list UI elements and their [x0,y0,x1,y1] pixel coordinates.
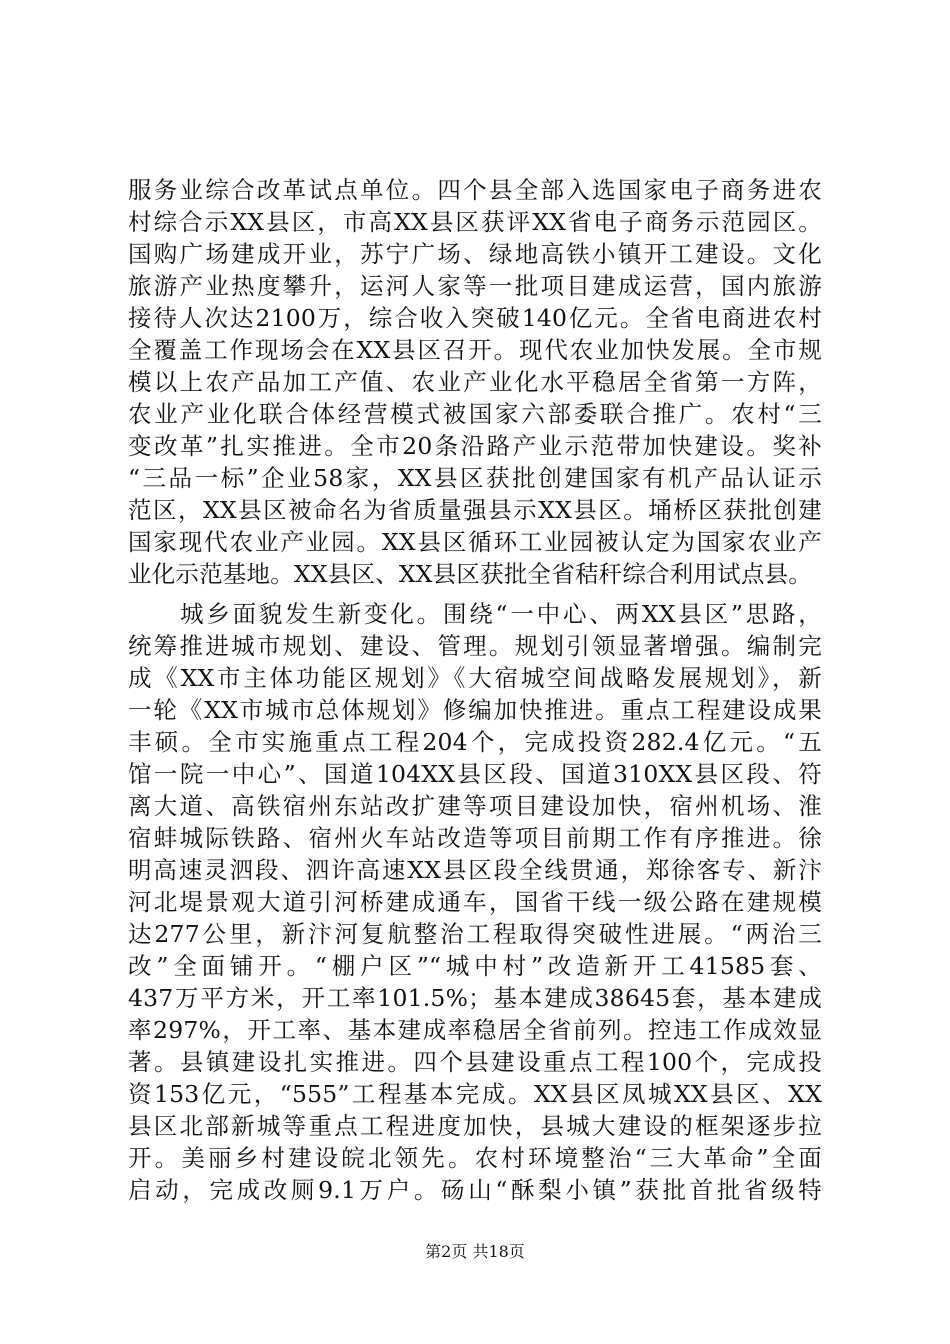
paragraph-line: 农业产业化联合体经营模式被国家六部委联合推广。农村“三 [128,400,822,428]
paragraph-urban-rural [128,598,822,1206]
paragraph-line: 一轮《XX市城市总体规划》修编加快推进。重点工程建设成果 [128,696,822,724]
paragraph-line: “三品一标”企业58家，XX县区获批创建国家有机产品认证示 [128,464,822,492]
paragraph-line: 范区，XX县区被命名为省质量强县示XX县区。埇桥区获批创建 [128,496,822,524]
paragraph-line: 服务业综合改革试点单位。四个县全部入选国家电子商务进农 [128,176,822,204]
paragraph-line: 丰硕。全市实施重点工程204个，完成投资282.4亿元。“五 [128,728,822,756]
paragraph-line: 改”全面铺开。“棚户区”“城中村”改造新开工41585套、 [128,952,822,980]
paragraph-line: 模以上农产品加工产值、农业产业化水平稳居全省第一方阵， [128,368,822,396]
paragraph-line: 全覆盖工作现场会在XX县区召开。现代农业加快发展。全市规 [128,336,822,364]
paragraph-line: 旅游产业热度攀升，运河人家等一批项目建成运营，国内旅游 [128,272,822,300]
paragraph-line: 城乡面貌发生新变化。围绕“一中心、两XX县区”思路， [180,600,822,628]
paragraph-line: 河北堤景观大道引河桥建成通车，国省干线一级公路在建规模 [128,888,822,916]
paragraph-line: 业化示范基地。XX县区、XX县区获批全省秸秆综合利用试点县。 [128,560,812,588]
paragraph-line: 率297%，开工率、基本建成率稳居全省前列。控违工作成效显 [128,1016,822,1044]
paragraph-services-agriculture [128,174,822,590]
paragraph-line: 资153亿元，“555”工程基本完成。XX县区凤城XX县区、XX [128,1080,822,1108]
paragraph-line: 县区北部新城等重点工程进度加快，县城大建设的框架逐步拉 [128,1112,822,1140]
paragraph-line: 著。县镇建设扎实推进。四个县建设重点工程100个，完成投 [128,1048,822,1076]
paragraph-line: 达277公里，新汴河复航整治工程取得突破性进展。“两治三 [128,920,822,948]
paragraph-line: 开。美丽乡村建设皖北领先。农村环境整治“三大革命”全面 [128,1144,822,1172]
paragraph-line: 437万平方米，开工率101.5%；基本建成38645套，基本建成 [128,984,822,1012]
page-number-footer: 第2页 共18页 [425,1242,525,1261]
paragraph-line: 国家现代农业产业园。XX县区循环工业园被认定为国家农业产 [128,528,822,556]
paragraph-line: 接待人次达2100万，综合收入突破140亿元。全省电商进农村 [128,304,822,332]
paragraph-line: 馆一院一中心”、国道104XX县区段、国道310XX县区段、符 [128,760,822,788]
paragraph-line: 变改革”扎实推进。全市20条沿路产业示范带加快建设。奖补 [128,432,822,460]
paragraph-line: 离大道、高铁宿州东站改扩建等项目建设加快，宿州机场、淮 [128,792,822,820]
paragraph-line: 统筹推进城市规划、建设、管理。规划引领显著增强。编制完 [128,632,822,660]
paragraph-line: 成《XX市主体功能区规划》《大宿城空间战略发展规划》，新 [128,664,822,692]
paragraph-line: 启动，完成改厕9.1万户。砀山“酥梨小镇”获批首批省级特 [128,1176,822,1204]
paragraph-line: 明高速灵泗段、泗许高速XX县区段全线贯通，郑徐客专、新汴 [128,856,822,884]
paragraph-line: 国购广场建成开业，苏宁广场、绿地高铁小镇开工建设。文化 [128,240,822,268]
paragraph-line: 宿蚌城际铁路、宿州火车站改造等项目前期工作有序推进。徐 [128,824,822,852]
paragraph-line: 村综合示XX县区，市高XX县区获评XX省电子商务示范园区。 [128,208,822,236]
